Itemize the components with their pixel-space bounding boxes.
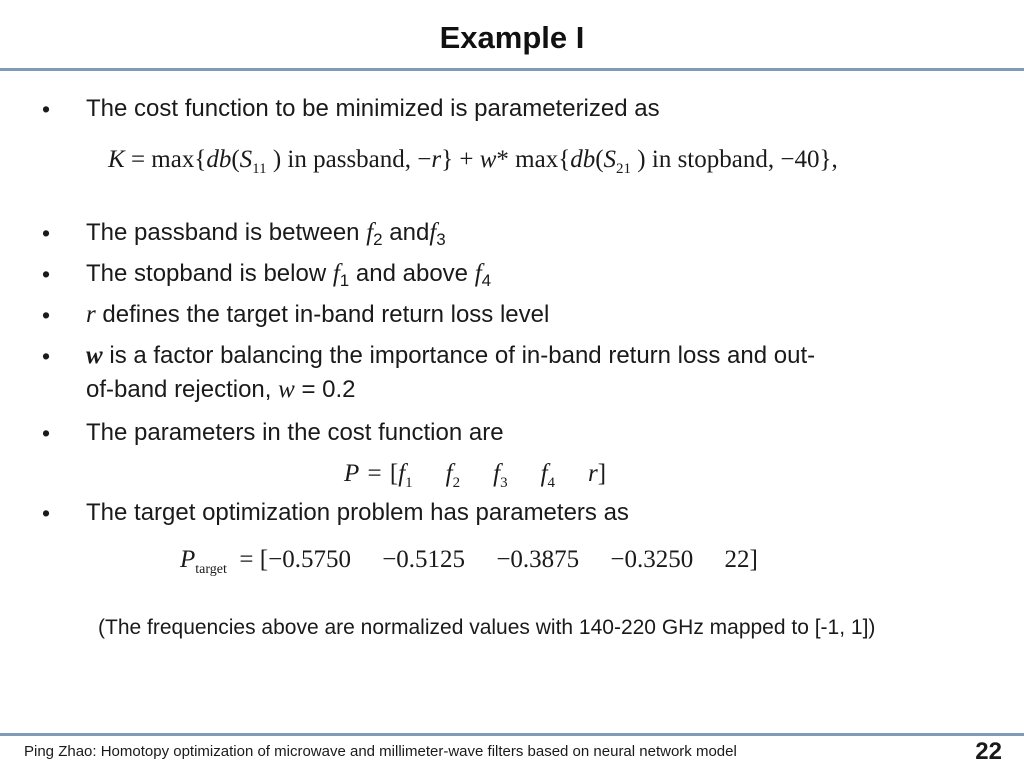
bullet-parameters: The parameters in the cost function are <box>86 419 504 446</box>
header-divider <box>0 68 1024 71</box>
normalization-note: (The frequencies above are normalized values with 140-220 GHz mapped to [-1, 1]) <box>98 616 876 639</box>
bullet-target-problem: The target optimization problem has parameters as <box>86 499 629 526</box>
bullet-marker: • <box>42 96 51 122</box>
bullet-weight-factor: w is a factor balancing the importance of in-band return loss and out- of-band rejection, w = 0.2 <box>86 342 816 403</box>
footer-divider <box>0 733 1024 736</box>
bullet-cost-function: The cost function to be minimized is parameterized as <box>86 95 660 122</box>
parameter-vector-equation: $P = [f_1$ $f_2$ $f_3$ $f_4$ r] <box>344 460 607 491</box>
page-number: 22 <box>975 738 1002 765</box>
bullet-passband: The passband is between $f_2$ andf$_3$ <box>86 219 446 249</box>
bullet-return-loss: r defines the target in-band return loss level <box>86 301 550 328</box>
bullet-marker: • <box>42 420 51 446</box>
cost-function-equation: $K = \max\{db(S_{11}$ ) in passband, −r} + w* $\max\{db(S_{21}$ ) in stopband, −40}, <box>108 146 838 177</box>
slide-title: Example I <box>439 20 585 55</box>
bullet-stopband: The stopband is below $f_1$ and above $f_4$ <box>86 260 492 290</box>
target-vector-equation: $P_{target} = [-0.5750$ −0.5125 −0.3875 −0.3250 22] <box>180 546 758 577</box>
bullet-marker: • <box>42 220 51 246</box>
bullet-marker: • <box>42 343 51 369</box>
bullet-marker: • <box>42 261 51 287</box>
bullet-marker: • <box>42 302 51 328</box>
bullet-marker: • <box>42 500 51 526</box>
footer-citation: Ping Zhao: Homotopy optimization of microwave and millimeter-wave filters based on neural network model <box>24 743 737 760</box>
